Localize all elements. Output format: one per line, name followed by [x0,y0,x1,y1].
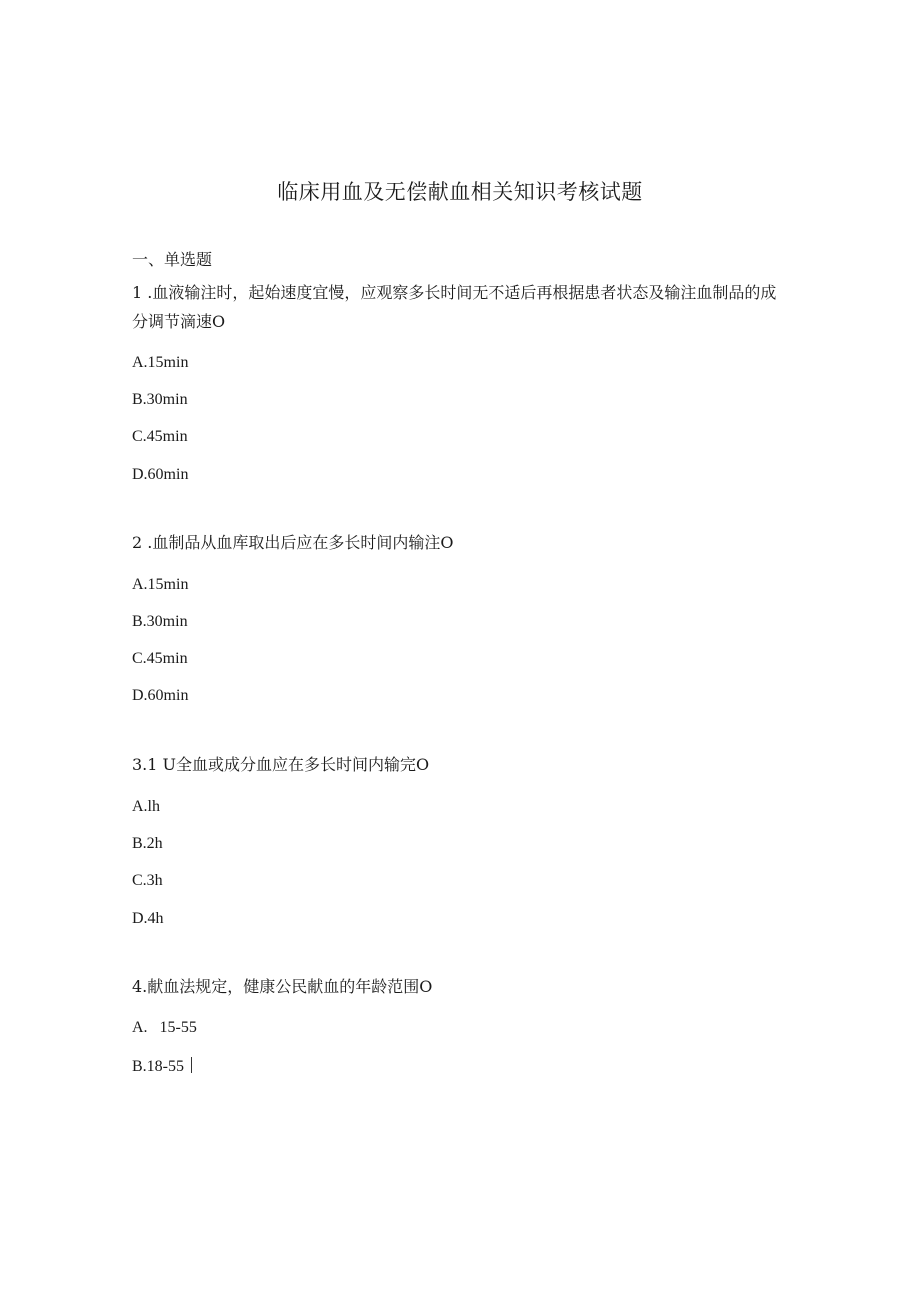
question-4 [132,972,782,1001]
section-heading: 一、单选题 [132,250,213,269]
question-text: .血液输注时，起始速度宜慢，应观察多长时间无不适后再根据患者状态及输注血制品的成分调节滴速O [132,283,777,331]
question-text: .血制品从血库取出后应在多长时间内输注O [142,533,454,552]
option-a: A.lh [132,798,160,815]
option-b-text: B.18-55 [132,1058,184,1075]
option-b: B.2h [132,835,163,852]
option-c: C.45min [132,428,188,445]
question-3 [132,750,782,779]
option-a: A. 15-55 [132,1019,197,1036]
question-number: 1 [132,283,143,302]
option-d: D.4h [132,910,164,927]
option-c: C.3h [132,872,163,889]
option-a: A.15min [132,354,189,371]
question-number: 4. [132,977,148,996]
question-text: U全血或成分血应在多长时间内输完O [157,755,430,774]
question-2 [132,528,782,557]
option-c: C.45min [132,650,188,667]
option-d: D.60min [132,687,189,704]
question-number: 2 [132,533,143,552]
option-b [132,1057,192,1076]
text-cursor [191,1057,192,1073]
option-a: A.15min [132,576,189,593]
option-b: B.30min [132,613,188,630]
question-text: 献血法规定，健康公民献血的年龄范围O [147,977,433,996]
document-title: 临床用血及无偿献血相关知识考核试题 [277,180,643,204]
option-b: B.30min [132,391,188,408]
question-number: 3.1 [132,755,158,774]
option-d: D.60min [132,466,189,483]
question-1 [132,278,782,336]
